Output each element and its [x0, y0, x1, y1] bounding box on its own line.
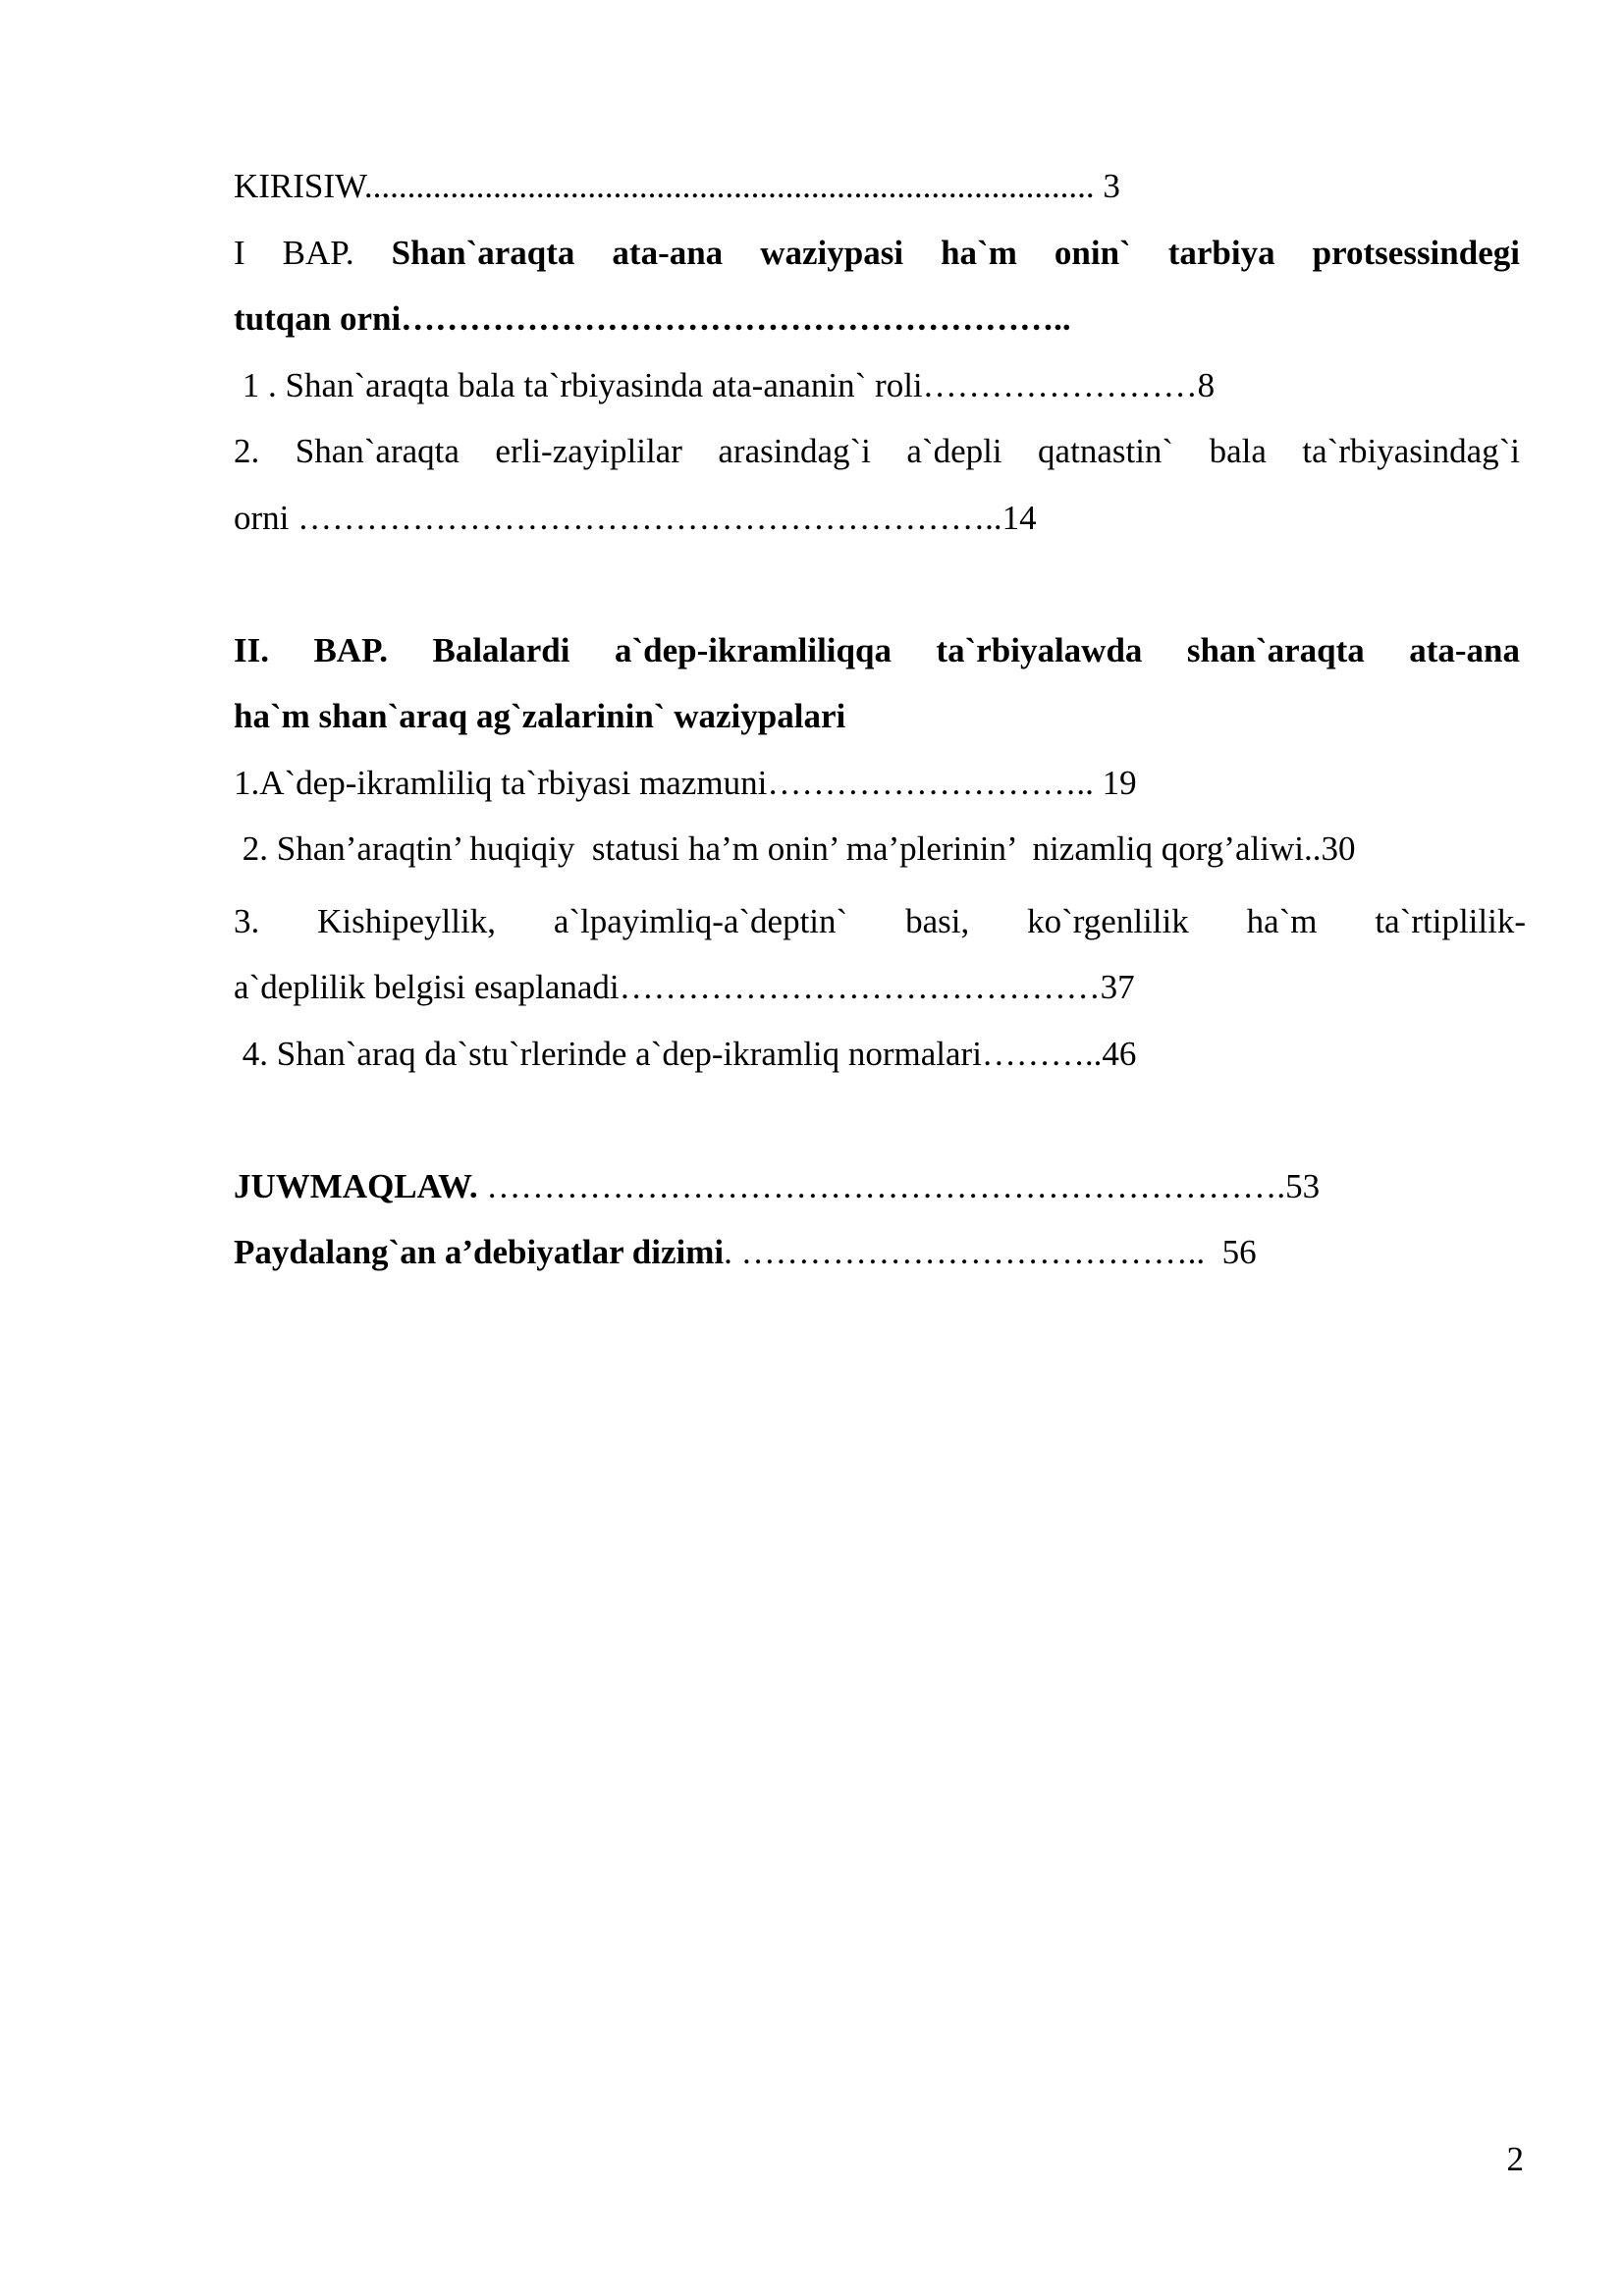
table-of-contents: [234, 153, 1526, 1286]
toc-chapter2-title-line2: ha`m shan`araq ag`zalarinin` waziypalari: [234, 697, 846, 735]
toc-chapter1-title-line1: [234, 220, 1520, 287]
toc-chapter1-title: Shan`araqta ata-ana waziypasi ha`m onin` tarbiya protsessindegi: [391, 233, 1520, 272]
toc-ch1-item1: 1 . Shan`araqta bala ta`rbiyasinda ata-ananin` roli……………………8: [234, 365, 1216, 404]
toc-ch1-item2-line1: 2. Shan`araqta erli-zayiplilar arasindag`i a`depli qatnastin` bala ta`rbiyasindag`i: [234, 432, 1520, 470]
toc-references-dots: . ………………………………….. 56: [724, 1233, 1257, 1271]
toc-chapter2-title-line1: II. BAP. Balalardi a`dep-ikramliliqqa ta`rbiyalawda shan`araqta ata-ana: [234, 630, 1520, 669]
toc-ch2-item4: 4. Shan`araq da`stu`rlerinde a`dep-ikramliq normalari………..46: [234, 1034, 1137, 1073]
toc-references-label: Paydalang`an a’debiyatlar dizimi: [234, 1233, 725, 1271]
toc-ch1-item2-line2: orni ……………………………………………………..14: [234, 498, 1037, 537]
page-number: 2: [1506, 2140, 1524, 2178]
spacer: [234, 551, 1520, 617]
toc-ch2-item3-line1: 3. Kishipeyllik, a`lpayimliq-a`deptin` basi, ko`rgenlilik ha`m ta`rtiplilik-: [234, 901, 1526, 940]
toc-chapter1-title-line2: tutqan orni…………………………………………………..: [234, 299, 1071, 338]
toc-conclusion-label: JUWMAQLAW.: [234, 1166, 478, 1205]
toc-references: [234, 1219, 1520, 1286]
toc-ch2-item1: 1.A`dep-ikramliliq ta`rbiyasi mazmuni……………………….. 19: [234, 763, 1137, 802]
toc-ch2-item2: 2. Shan’araqtin’ huqiqiy statusi ha’m onin’ ma’plerinin’ nizamliq qorg’aliwi..30: [234, 829, 1356, 868]
toc-ch2-item3-line2: a`deplilik belgisi esaplanadi……………………………………37: [234, 968, 1135, 1006]
spacer: [234, 1087, 1520, 1153]
toc-chapter1-prefix: I BAP.: [234, 233, 392, 272]
toc-conclusion: [234, 1153, 1520, 1220]
toc-conclusion-dots: …………………………………………………………….53: [477, 1166, 1321, 1205]
toc-intro: KIRISIW..................................................................................... 3: [234, 167, 1120, 205]
